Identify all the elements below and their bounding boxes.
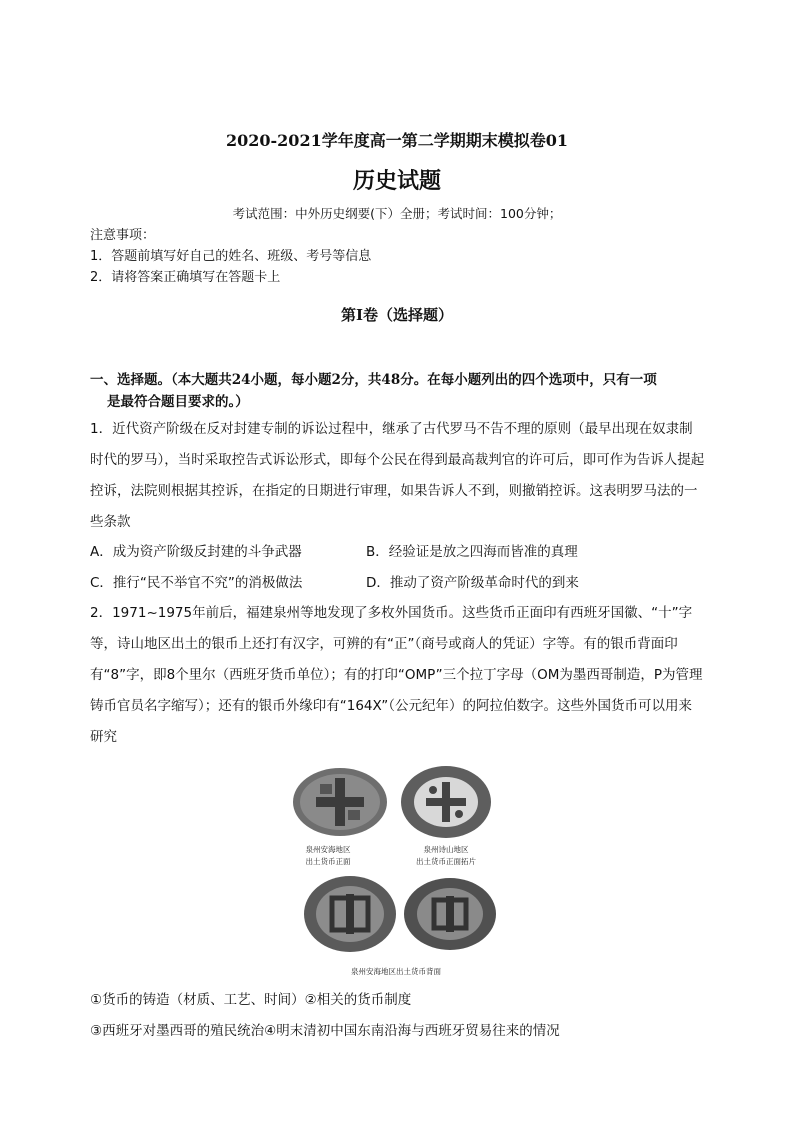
subject-title: 历史试题 bbox=[352, 168, 441, 194]
part-one-heading: 一、选择题。（本大题共24小题，每小题2分，共48分。在每小题列出的四个选项中，只有一项 bbox=[90, 372, 657, 388]
caption-coin-backs: 泉州安海地区出土货币背面 bbox=[351, 967, 441, 976]
part-one-heading-cont: 是最符合题目要求的。） bbox=[107, 394, 249, 410]
notes-item: 2．请将答案正确填写在答题卡上 bbox=[90, 270, 281, 285]
exam-meta: 考试范围：中外历史纲要(下）全册；考试时间：100分钟； bbox=[232, 206, 562, 221]
question-2-statement-1-2: ①货币的铸造（材质、工艺、时间）②相关的货币制度 bbox=[90, 992, 412, 1008]
question-2-statement-3-4: ③西班牙对墨西哥的殖民统治④明末清初中国东南沿海与西班牙贸易往来的情况 bbox=[90, 1023, 560, 1039]
coin-back-anhai-1 bbox=[304, 876, 396, 952]
question-1-option-a[interactable]: A．成为资产阶级反封建的斗争武器 bbox=[90, 544, 302, 560]
caption-coin-2-line-1: 泉州诗山地区 bbox=[423, 845, 469, 854]
coin-figure bbox=[288, 762, 504, 980]
coin-back-anhai-2 bbox=[404, 878, 496, 950]
coin-front-anhai bbox=[293, 768, 387, 836]
question-2-stem: 2．1971~1975年前后，福建泉州等地发现了多枚外国货币。这些货币正面印有西班牙国徽、“十”字等，诗山地区出土的银币上还打有汉字，可辨的有“正”（商号或商人的凭证）字等。有的银币背面印有“8”字，即8个里尔（西班牙货币单位）；有的打印“OMP”三个拉丁字母（OM为墨西哥制造，P为管理铸币官员名字缩写）；还有的银币外缘印有“164X”（公元纪年）的阿拉伯数字。这些外国货币可以用来研究 bbox=[90, 605, 703, 745]
notes-item: 1．答题前填写好自己的姓名、班级、考号等信息 bbox=[90, 249, 372, 264]
exam-title: 2020-2021学年度高一第二学期期末模拟卷01 bbox=[226, 131, 568, 150]
question-1-option-c[interactable]: C．推行“民不举官不究”的消极做法 bbox=[90, 575, 303, 591]
coin-rubbing-shishan bbox=[401, 766, 491, 838]
caption-coin-1-line-1: 泉州安海地区 bbox=[305, 845, 351, 854]
question-1-option-b[interactable]: B．经验证是放之四海而皆准的真理 bbox=[366, 544, 578, 560]
caption-coin-1-line-2: 出土货币正面 bbox=[305, 857, 351, 866]
question-1-option-d[interactable]: D．推动了资产阶级革命时代的到来 bbox=[366, 575, 579, 591]
question-1-stem: 1．近代资产阶级在反对封建专制的诉讼过程中，继承了古代罗马不告不理的原则（最早出现在奴隶制时代的罗马），当时采取控告式诉讼形式，即每个公民在得到最高裁判官的许可后，即可作为告诉人提起控诉，法院则根据其控诉，在指定的日期进行审理，如果告诉人不到，则撤销控诉。这表明罗马法的一些条款 bbox=[90, 421, 705, 530]
section-title: 第I卷（选择题） bbox=[340, 306, 454, 324]
caption-coin-2-line-2: 出土货币正面拓片 bbox=[416, 857, 476, 866]
notes-heading: 注意事项： bbox=[90, 228, 156, 243]
